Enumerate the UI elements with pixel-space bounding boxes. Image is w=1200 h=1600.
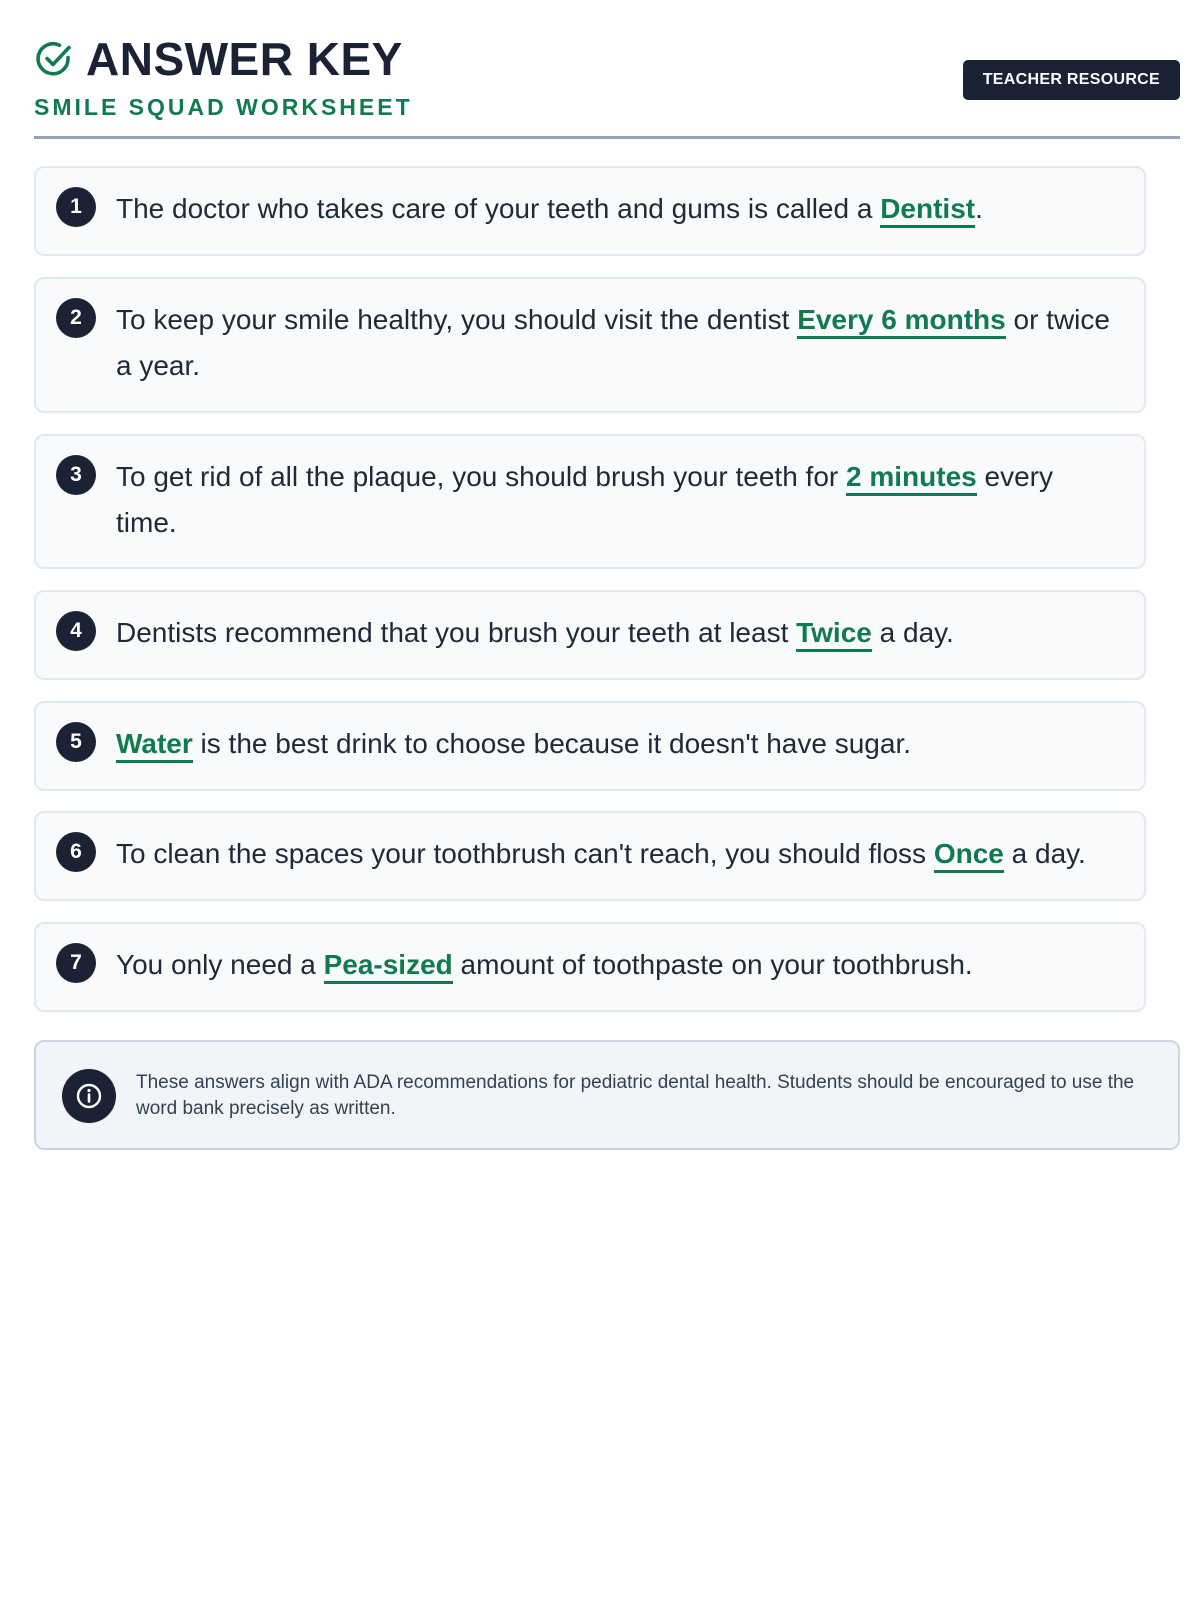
answer-word: Twice [796,617,872,652]
question-text-before: To clean the spaces your toothbrush can't reach, you should floss [116,838,934,869]
question-text-after: . [975,193,983,224]
question-text [116,186,1120,232]
question-number: 5 [56,722,96,762]
question-text-before: You only need a [116,949,324,980]
question-text-after: amount of toothpaste on your toothbrush. [452,949,973,980]
teacher-resource-badge: TEACHER RESOURCE [963,60,1180,100]
question-number: 7 [56,943,96,983]
question-card [34,590,1146,680]
question-text [116,831,1120,877]
question-number: 4 [56,611,96,651]
question-text-after: every time. [116,461,1053,538]
question-card [34,701,1146,791]
page-header [34,28,1180,139]
answer-word: Once [934,838,1004,873]
question-text [116,297,1120,389]
question-card [34,922,1146,1012]
answer-word: Dentist [880,193,975,228]
question-card [34,166,1146,256]
question-text-after: or twice a year. [116,304,1110,381]
question-card [34,811,1146,901]
answer-word: Every 6 months [797,304,1006,339]
question-text-after: a day. [1003,838,1086,869]
question-text [116,721,1120,767]
question-number: 6 [56,832,96,872]
info-note [34,1040,1180,1150]
question-text-before: To get rid of all the plaque, you should brush your teeth for [116,461,847,492]
question-text-before: To keep your smile healthy, you should visit the dentist [116,304,798,335]
question-text-before: Dentists recommend that you brush your teeth at least [116,617,797,648]
check-circle-icon [34,39,74,79]
info-icon [62,1069,116,1123]
question-text-after: is the best drink to choose because it doesn't have sugar. [192,728,912,759]
question-number: 3 [56,455,96,495]
question-number: 1 [56,187,96,227]
note-text: These answers align with ADA recommendations for pediatric dental health. Students should be encouraged to use the word bank precisely as written. [136,1072,1135,1119]
question-text-before: The doctor who takes care of your teeth and gums is called a [116,193,881,224]
answer-word: Water [116,728,193,763]
question-number: 2 [56,298,96,338]
question-text [116,942,1120,988]
answer-word: Pea-sized [324,949,453,984]
question-card [34,277,1146,413]
question-text [116,454,1120,546]
page-subtitle: SMILE SQUAD WORKSHEET [34,94,413,120]
question-card [34,434,1146,569]
page-title: ANSWER KEY [86,33,403,85]
question-text [116,610,1120,656]
answer-word: 2 minutes [846,461,977,496]
question-text-after: a day. [871,617,954,648]
